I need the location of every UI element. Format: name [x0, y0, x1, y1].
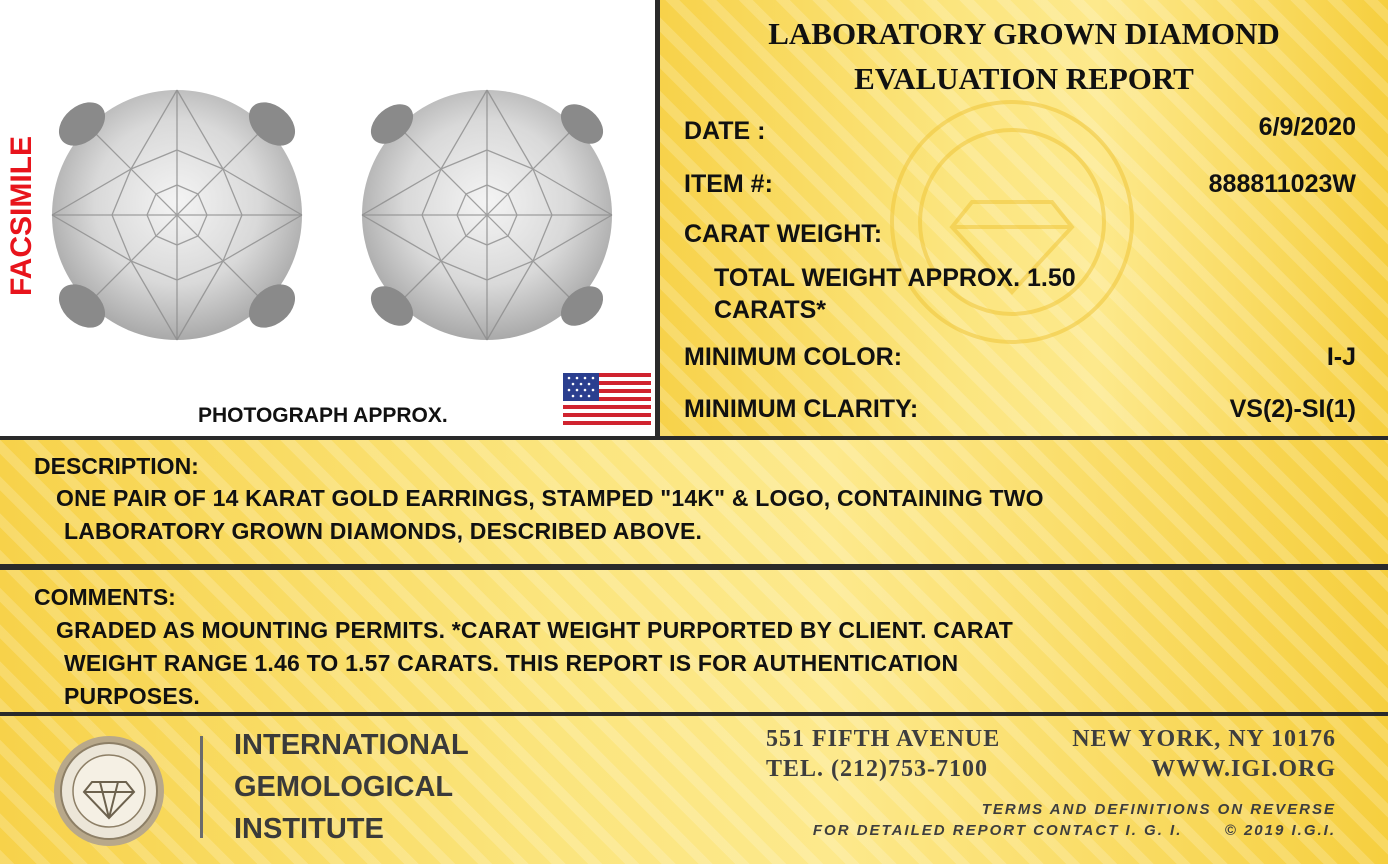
- institute-line2: GEMOLOGICAL: [234, 771, 454, 803]
- diamond-stud-right-image: [352, 84, 622, 346]
- minimum-clarity-value: VS(2)-SI(1): [1229, 395, 1356, 423]
- diamond-stud-left-image: [42, 84, 312, 346]
- total-weight-value: [714, 262, 1174, 326]
- minimum-clarity-label: MINIMUM CLARITY:: [684, 395, 919, 423]
- comments-line3: PURPOSES.: [64, 683, 201, 709]
- date-label: DATE :: [684, 117, 766, 145]
- terms-contact: FOR DETAILED REPORT CONTACT I. G. I.: [812, 822, 1183, 839]
- svg-text:FACSIMILE: FACSIMILE: [4, 135, 38, 297]
- institute-name: [234, 724, 469, 850]
- institute-line3: INSTITUTE: [234, 813, 384, 845]
- footer: [0, 716, 1388, 864]
- report-title-line2: EVALUATION REPORT: [854, 61, 1194, 96]
- report-title-line1: LABORATORY GROWN DIAMOND: [768, 16, 1280, 51]
- total-weight-line1: TOTAL WEIGHT APPROX. 1.50: [714, 264, 1076, 292]
- description-heading: DESCRIPTION:: [34, 453, 199, 479]
- address-street: 551 FIFTH AVENUE: [766, 726, 1001, 752]
- minimum-color-value: I-J: [1326, 343, 1356, 371]
- comments-section: [0, 570, 1388, 712]
- copyright: © 2019 I.G.I.: [1224, 822, 1336, 839]
- minimum-color-label: MINIMUM COLOR:: [684, 343, 903, 371]
- description-body: [56, 482, 1216, 548]
- photo-panel: [0, 0, 655, 436]
- photo-caption: PHOTOGRAPH APPROX.: [198, 404, 448, 427]
- date-value: 6/9/2020: [1258, 113, 1356, 141]
- address-city: NEW YORK, NY 10176: [1072, 726, 1336, 752]
- us-flag-icon: [563, 373, 651, 425]
- description-section: [0, 440, 1388, 564]
- carat-weight-label: CARAT WEIGHT:: [684, 220, 883, 248]
- igi-seal-logo-icon: [52, 734, 166, 848]
- phone-number: TEL. (212)753-7100: [766, 756, 988, 782]
- item-label: ITEM #:: [684, 170, 773, 198]
- comments-line2: WEIGHT RANGE 1.46 TO 1.57 CARATS. THIS REPORT IS FOR AUTHENTICATION: [64, 650, 959, 676]
- comments-heading: COMMENTS:: [34, 584, 176, 610]
- item-value: 888811023W: [1208, 170, 1356, 198]
- institute-line1: INTERNATIONAL: [234, 729, 469, 761]
- website-link[interactable]: WWW.IGI.ORG: [1151, 756, 1336, 782]
- description-line1: ONE PAIR OF 14 KARAT GOLD EARRINGS, STAMPED "14K" & LOGO, CONTAINING TWO: [56, 485, 1044, 511]
- terms-line1: TERMS AND DEFINITIONS ON REVERSE: [981, 801, 1336, 818]
- description-line2: LABORATORY GROWN DIAMONDS, DESCRIBED ABOVE.: [64, 518, 703, 544]
- total-weight-line2: CARATS*: [714, 296, 827, 324]
- footer-divider: [200, 736, 203, 838]
- terms-line2: [813, 822, 1336, 839]
- comments-line1: GRADED AS MOUNTING PERMITS. *CARAT WEIGHT PURPORTED BY CLIENT. CARAT: [56, 617, 1014, 643]
- comments-body: [56, 614, 1216, 713]
- facsimile-watermark: [2, 126, 44, 306]
- report-panel: [660, 0, 1388, 436]
